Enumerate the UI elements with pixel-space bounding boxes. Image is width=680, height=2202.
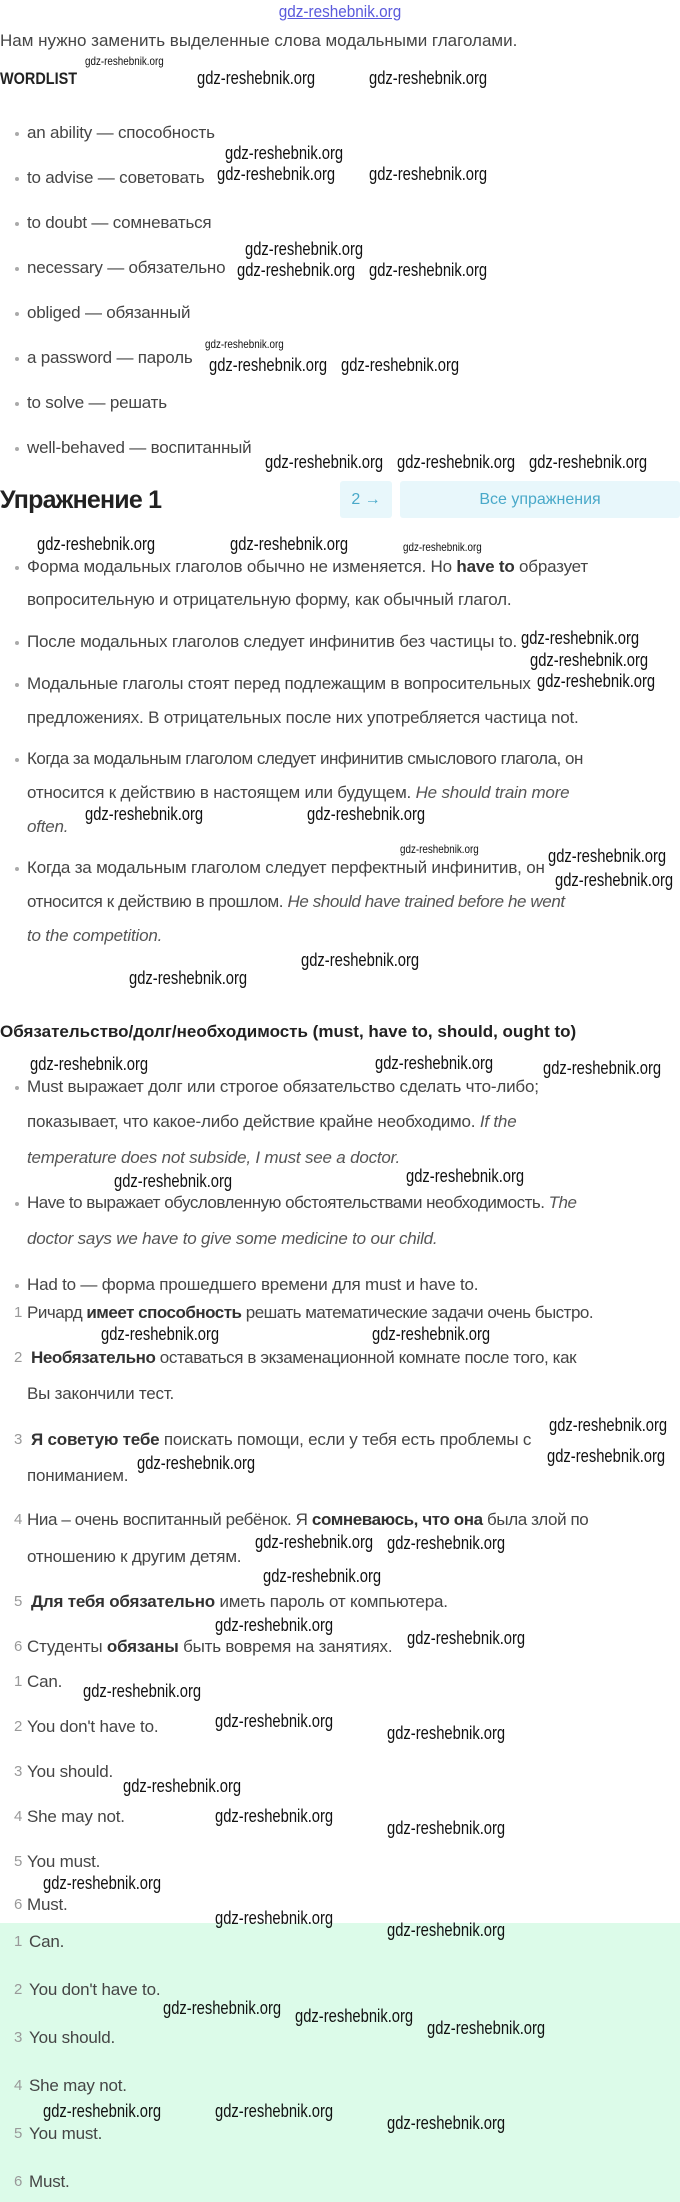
answer-item: She may not. (27, 1807, 125, 1826)
task-number: 1 (14, 1304, 23, 1321)
word-item: necessary — обязательно (27, 258, 226, 277)
task-highlight: обязаны (106, 1637, 179, 1656)
task-item (27, 1509, 588, 1531)
answer-item: Can. (27, 1672, 63, 1691)
watermark: gdz-reshebnik.org (215, 2101, 334, 2121)
bullet-icon (15, 177, 19, 181)
all-exercises-button[interactable]: Все упражнения (400, 481, 680, 518)
answers-highlight-box (0, 1923, 680, 2202)
answer-number: 1 (14, 1673, 23, 1690)
bullet-icon (15, 683, 19, 687)
word-item: well-behaved — воспитанный (27, 438, 252, 457)
task-highlight: Для тебя обязательно (31, 1592, 215, 1611)
watermark: gdz-reshebnik.org (369, 68, 488, 88)
rule-example: often. (27, 817, 69, 836)
watermark: gdz-reshebnik.org (427, 2018, 546, 2038)
rule-text: относится к действию в настоящем или будущем. (27, 783, 416, 802)
watermark: gdz-reshebnik.org (341, 355, 460, 375)
task-number: 5 (14, 1593, 23, 1610)
exercise-title: Упражнение 1 (0, 486, 162, 514)
task-number: 3 (14, 1431, 23, 1448)
watermark: gdz-reshebnik.org (129, 968, 248, 988)
watermark: gdz-reshebnik.org (205, 337, 284, 351)
watermark: gdz-reshebnik.org (123, 1776, 242, 1796)
watermark: gdz-reshebnik.org (397, 452, 516, 472)
task-highlight: имеет способность (86, 1303, 242, 1322)
watermark: gdz-reshebnik.org (403, 540, 482, 554)
watermark: gdz-reshebnik.org (43, 2101, 162, 2121)
watermark: gdz-reshebnik.org (369, 164, 488, 184)
bullet-icon (15, 222, 19, 226)
bullet-icon (15, 447, 19, 451)
watermark: gdz-reshebnik.org (372, 1324, 491, 1344)
word-item: an ability — способность (27, 123, 215, 142)
wordlist-title: WORDLIST (0, 69, 78, 88)
watermark: gdz-reshebnik.org (548, 846, 667, 866)
task-text: Студенты (27, 1637, 107, 1656)
task-item (27, 1636, 392, 1658)
task-item (31, 1429, 531, 1451)
answer-number: 2 (14, 1981, 23, 1998)
rule-example: doctor says we have to give some medicine to our child. (27, 1229, 438, 1248)
task-number: 6 (14, 1638, 23, 1655)
intro-text: Нам нужно заменить выделенные слова модальными глаголами. (0, 31, 518, 50)
word-item: a password — пароль (27, 348, 193, 367)
answer-number: 6 (14, 1896, 23, 1913)
obligation-title: Обязательство/долг/необходимость (must, have to, should, ought to) (0, 1022, 577, 1041)
watermark: gdz-reshebnik.org (230, 534, 349, 554)
rule-line: После модальных глаголов следует инфинитив без частицы to. (27, 632, 518, 651)
watermark: gdz-reshebnik.org (30, 1054, 149, 1074)
watermark: gdz-reshebnik.org (375, 1053, 494, 1073)
watermark: gdz-reshebnik.org (555, 870, 674, 890)
rule-example: The (548, 1193, 577, 1212)
task-text: была злой по (482, 1510, 589, 1529)
rule-example: temperature does not subside, I must see a doctor. (27, 1148, 401, 1167)
answer-item: Can. (29, 1932, 65, 1951)
answer-number: 3 (14, 1763, 23, 1780)
answer-number: 5 (14, 1853, 23, 1870)
answer-number: 4 (14, 1808, 23, 1825)
answer-number: 4 (14, 2077, 23, 2094)
watermark: gdz-reshebnik.org (217, 164, 336, 184)
watermark: gdz-reshebnik.org (265, 452, 384, 472)
watermark: gdz-reshebnik.org (85, 54, 164, 68)
watermark: gdz-reshebnik.org (245, 239, 364, 259)
site-link[interactable]: gdz-reshebnik.org (278, 2, 402, 21)
watermark: gdz-reshebnik.org (387, 1920, 506, 1940)
watermark: gdz-reshebnik.org (407, 1628, 526, 1648)
watermark: gdz-reshebnik.org (237, 260, 356, 280)
rule-line: Когда за модальным глаголом следует перфектный инфинитив, он (27, 858, 545, 877)
answer-number: 2 (14, 1718, 23, 1735)
rule-example: to the competition. (27, 926, 163, 945)
watermark: gdz-reshebnik.org (301, 950, 420, 970)
watermark: gdz-reshebnik.org (197, 68, 316, 88)
rule-bold: have to (456, 557, 515, 576)
watermark: gdz-reshebnik.org (43, 1873, 162, 1893)
arrow-right-icon: → (364, 490, 381, 508)
rule-line (27, 925, 162, 947)
watermark: gdz-reshebnik.org (529, 452, 648, 472)
rule-line (27, 556, 588, 578)
answer-item: She may not. (29, 2076, 127, 2095)
rule-line: Когда за модальным глаголом следует инфинитив смыслового глагола, он (27, 749, 583, 768)
watermark: gdz-reshebnik.org (543, 1058, 662, 1078)
rule-line: предложениях. В отрицательных после них употребляется частица not. (27, 708, 579, 727)
watermark: gdz-reshebnik.org (215, 1615, 334, 1635)
watermark: gdz-reshebnik.org (225, 143, 344, 163)
answer-item: You should. (27, 1762, 114, 1781)
watermark: gdz-reshebnik.org (215, 1908, 334, 1928)
watermark: gdz-reshebnik.org (263, 1566, 382, 1586)
bullet-icon (15, 402, 19, 406)
answer-item: You must. (29, 2124, 103, 2143)
bullet-icon (15, 1284, 19, 1288)
bullet-icon (15, 357, 19, 361)
task-text: решать математические задачи очень быстро. (241, 1303, 594, 1322)
watermark: gdz-reshebnik.org (307, 804, 426, 824)
task-highlight: Необязательно (31, 1348, 156, 1367)
watermark: gdz-reshebnik.org (387, 2113, 506, 2133)
rule-text: Форма модальных глаголов обычно не изменяется. Но (27, 557, 457, 576)
watermark: gdz-reshebnik.org (85, 804, 204, 824)
watermark: gdz-reshebnik.org (209, 355, 328, 375)
watermark: gdz-reshebnik.org (215, 1711, 334, 1731)
task-highlight: Я советую тебе (31, 1430, 160, 1449)
watermark: gdz-reshebnik.org (163, 1998, 282, 2018)
answer-item: Must. (27, 1895, 68, 1914)
task-item-cont: отношению к другим детям. (27, 1547, 242, 1566)
bullet-icon (15, 312, 19, 316)
watermark: gdz-reshebnik.org (369, 260, 488, 280)
rule-text: показывает, что какое-либо действие крайне необходимо. (27, 1112, 480, 1131)
answer-number: 1 (14, 1933, 23, 1950)
word-item: to solve — решать (27, 393, 167, 412)
watermark: gdz-reshebnik.org (400, 842, 479, 856)
task-item-cont: Вы закончили тест. (27, 1384, 175, 1403)
rule-line (27, 1228, 437, 1250)
answer-item: You should. (29, 2028, 116, 2047)
watermark: gdz-reshebnik.org (215, 1806, 334, 1826)
rule-text: Have to выражает обусловленную обстоятельствами необходимость. (27, 1193, 549, 1212)
rule-line (27, 1111, 516, 1133)
rule-line (27, 1192, 576, 1214)
rule-line (27, 891, 565, 913)
watermark: gdz-reshebnik.org (521, 628, 640, 648)
watermark: gdz-reshebnik.org (406, 1166, 525, 1186)
watermark: gdz-reshebnik.org (387, 1723, 506, 1743)
bullet-icon (15, 267, 19, 271)
watermark: gdz-reshebnik.org (137, 1453, 256, 1473)
task-item (31, 1591, 448, 1613)
watermark: gdz-reshebnik.org (387, 1533, 506, 1553)
rule-line: Must выражает долг или строгое обязательство сделать что-либо; (27, 1077, 539, 1096)
watermark: gdz-reshebnik.org (83, 1681, 202, 1701)
task-text: Ниа – очень воспитанный ребёнок. Я (27, 1510, 312, 1529)
task-text: иметь пароль от компьютера. (214, 1592, 448, 1611)
watermark: gdz-reshebnik.org (37, 534, 156, 554)
rule-example: He should have trained before he went (287, 892, 565, 911)
next-exercise-number: 2 (351, 490, 361, 508)
rule-text: образует (514, 557, 588, 576)
rule-example: He should train more (415, 783, 570, 802)
rule-line: Had to — форма прошедшего времени для must и have to. (27, 1275, 479, 1294)
bullet-icon (15, 566, 19, 570)
rule-line (27, 782, 569, 804)
watermark: gdz-reshebnik.org (101, 1324, 220, 1344)
word-item: obliged — обязанный (27, 303, 191, 322)
task-text: оставаться в экзаменационной комнате после того, как (155, 1348, 577, 1367)
watermark: gdz-reshebnik.org (114, 1171, 233, 1191)
answer-item: Must. (29, 2172, 70, 2191)
answer-item: You don't have to. (27, 1717, 159, 1736)
answer-number: 3 (14, 2029, 23, 2046)
rule-line (27, 1147, 400, 1169)
watermark: gdz-reshebnik.org (255, 1532, 374, 1552)
answer-number: 5 (14, 2125, 23, 2142)
rule-line: Модальные глаголы стоят перед подлежащим в вопросительных (27, 674, 531, 693)
bullet-icon (15, 1086, 19, 1090)
bullet-icon (15, 132, 19, 136)
task-item (27, 1302, 593, 1324)
bullet-icon (15, 758, 19, 762)
word-item: to doubt — сомневаться (27, 213, 212, 232)
watermark: gdz-reshebnik.org (295, 2006, 414, 2026)
bullet-icon (15, 641, 19, 645)
rule-text: относится к действию в прошлом. (27, 892, 288, 911)
word-item: to advise — советовать (27, 168, 205, 187)
rule-line (27, 816, 68, 838)
next-exercise-button[interactable] (340, 481, 392, 518)
task-highlight: сомневаюсь, что она (311, 1510, 483, 1529)
task-text: Ричард (27, 1303, 87, 1322)
watermark: gdz-reshebnik.org (549, 1415, 668, 1435)
task-number: 4 (14, 1511, 23, 1528)
watermark: gdz-reshebnik.org (547, 1446, 666, 1466)
task-text: поискать помощи, если у тебя есть проблемы с (159, 1430, 532, 1449)
task-item (31, 1347, 576, 1369)
rule-line: вопросительную и отрицательную форму, как обычный глагол. (27, 590, 512, 609)
task-item-cont: пониманием. (27, 1466, 129, 1485)
task-number: 2 (14, 1349, 23, 1366)
answer-number: 6 (14, 2173, 23, 2190)
bullet-icon (15, 867, 19, 871)
watermark: gdz-reshebnik.org (530, 650, 649, 670)
bullet-icon (15, 1202, 19, 1206)
watermark: gdz-reshebnik.org (537, 671, 656, 691)
answer-item: You don't have to. (29, 1980, 161, 1999)
rule-example: If the (479, 1112, 517, 1131)
watermark: gdz-reshebnik.org (387, 1818, 506, 1838)
answer-item: You must. (27, 1852, 101, 1871)
task-text: быть вовремя на занятиях. (178, 1637, 393, 1656)
